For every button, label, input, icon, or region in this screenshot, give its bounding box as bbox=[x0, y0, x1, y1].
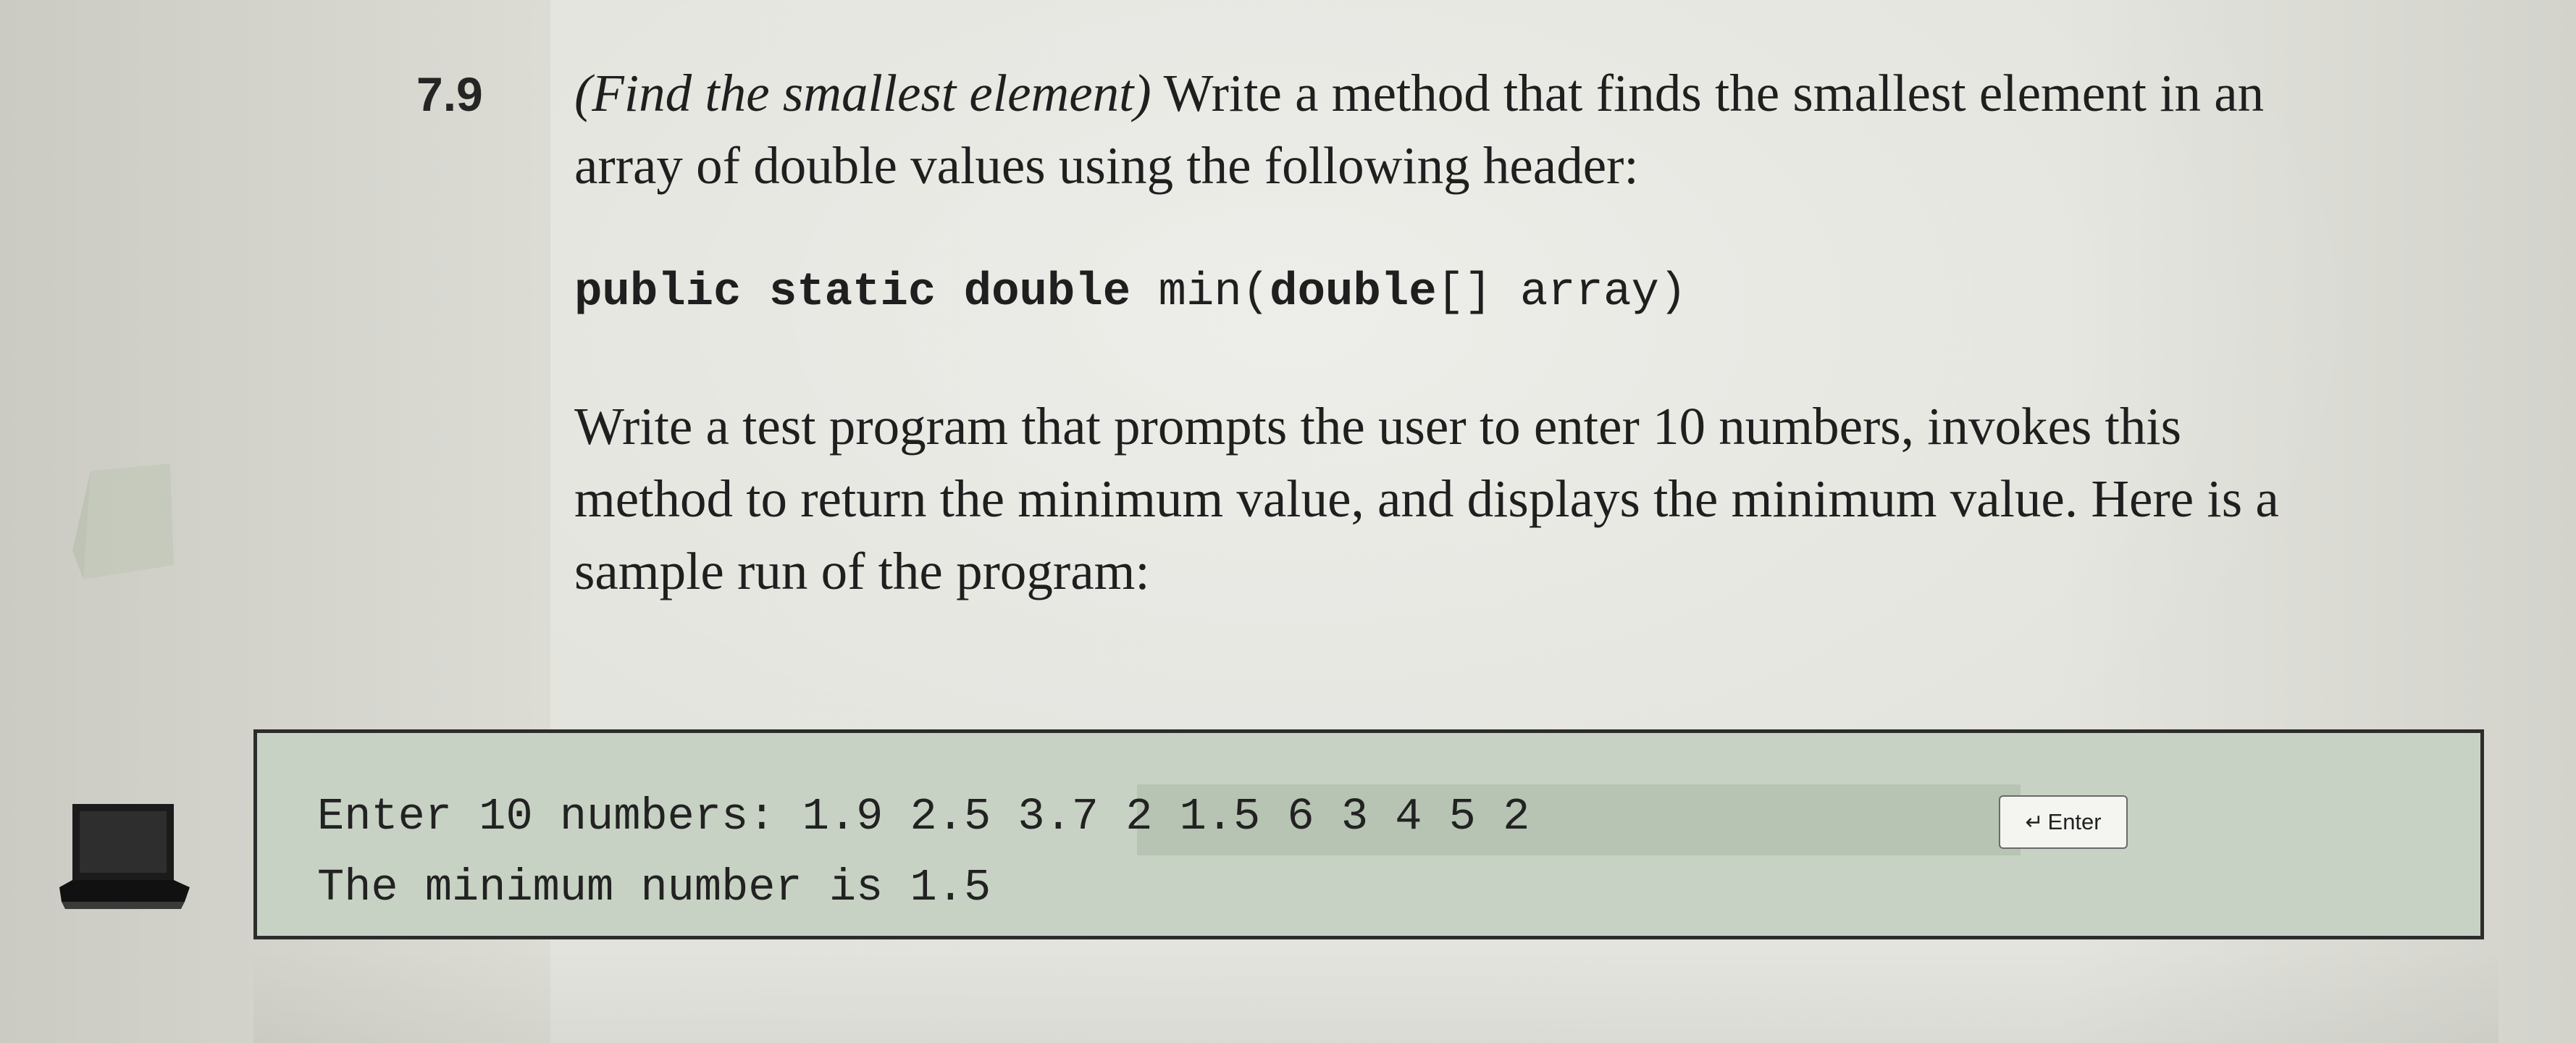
code-keywords: public static double bbox=[574, 267, 1131, 319]
console-output-line: The minimum number is 1.5 bbox=[317, 862, 991, 913]
code-param-rest: [] array) bbox=[1436, 267, 1687, 319]
console-prompt: Enter 10 numbers: bbox=[317, 791, 802, 842]
exercise-intro-line-2: array of double values using the following header: bbox=[574, 136, 1639, 195]
description-line-1: Write a test program that prompts the user to enter 10 numbers, invokes this bbox=[574, 397, 2182, 456]
margin-object-icon bbox=[69, 456, 177, 587]
laptop-icon bbox=[51, 797, 196, 920]
exercise-number: 7.9 bbox=[416, 67, 483, 121]
enter-key-label: Enter bbox=[2047, 809, 2102, 834]
return-arrow-icon: ↵ bbox=[2025, 810, 2044, 834]
console-input-line bbox=[317, 791, 1530, 842]
method-header-code bbox=[574, 267, 1687, 319]
code-param-type: double bbox=[1270, 267, 1437, 319]
exercise-intro-line-1 bbox=[574, 64, 2265, 122]
console-user-input: 1.9 2.5 3.7 2 1.5 6 3 4 5 2 bbox=[802, 791, 1530, 842]
exercise-intro-text: Write a method that finds the smallest element in an bbox=[1151, 64, 2265, 122]
description-line-3: sample run of the program: bbox=[574, 542, 1150, 600]
description-line-2: method to return the minimum value, and displays the minimum value. Here is a bbox=[574, 469, 2279, 528]
exercise-title: (Find the smallest element) bbox=[574, 64, 1151, 122]
enter-key-symbol bbox=[1999, 795, 2128, 849]
code-method-name: min( bbox=[1130, 267, 1270, 319]
page-bottom bbox=[253, 949, 2499, 1043]
